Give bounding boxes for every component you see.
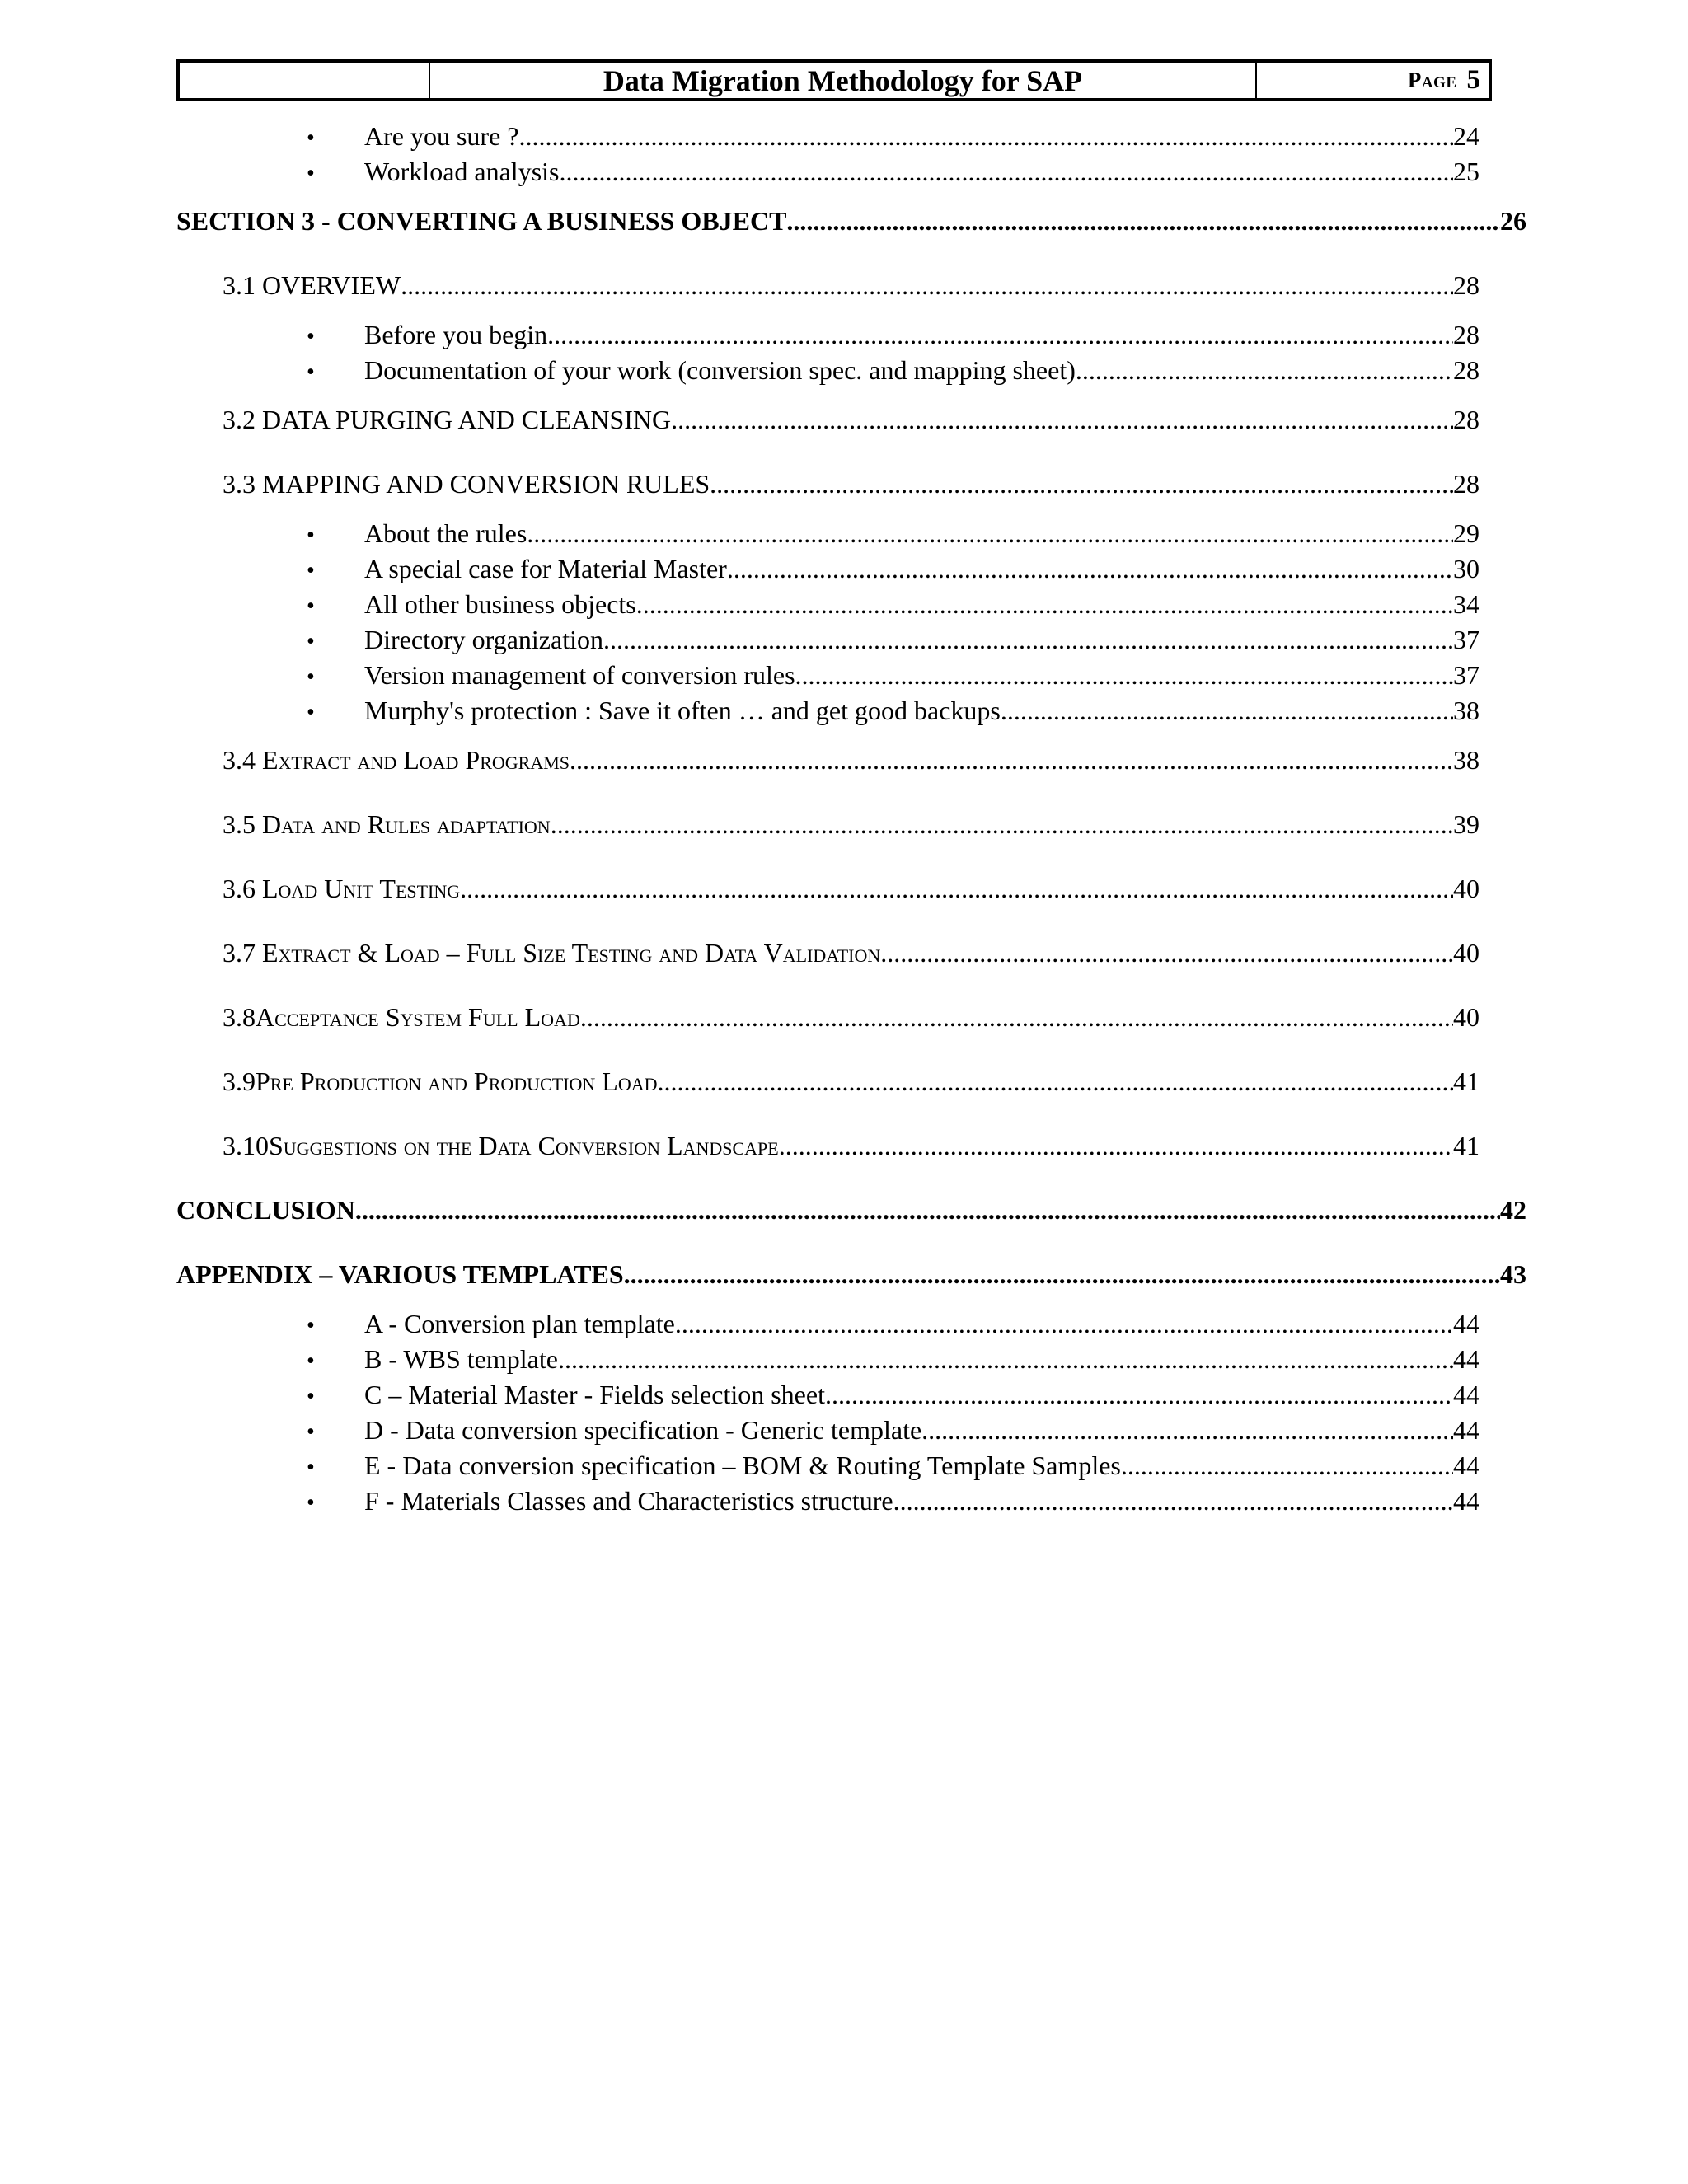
bullet-icon: • xyxy=(307,593,315,619)
toc-entry-special-case[interactable]: • A special case for Material Master ..... 30 xyxy=(307,552,1479,585)
header-left-cell xyxy=(180,63,430,98)
bullet-icon: • xyxy=(307,1348,315,1374)
page-header xyxy=(176,59,1492,101)
toc-entry-appendix-b[interactable]: • B - WBS template ..... 44 xyxy=(307,1343,1479,1376)
bullet-icon: • xyxy=(307,1490,315,1516)
toc-entry-appendix-e[interactable]: • E - Data conversion specification – BOM & Routing Template Samples ..... 44 xyxy=(307,1449,1479,1482)
toc-entry-3-8[interactable]: 3.8Acceptance System Full Load ..... 40 xyxy=(223,1001,1479,1033)
bullet-icon: • xyxy=(307,359,315,385)
toc-entry-documentation[interactable]: • Documentation of your work (conversion spec. and mapping sheet) ..... 28 xyxy=(307,354,1479,387)
bullet-icon: • xyxy=(307,664,315,690)
bullet-icon: • xyxy=(307,125,315,151)
toc-entry-appendix-c[interactable]: • C – Material Master - Fields selection sheet ..... 44 xyxy=(307,1378,1479,1411)
bullet-icon: • xyxy=(307,1384,315,1409)
toc-entry-appendix-a[interactable]: • A - Conversion plan template ..... 44 xyxy=(307,1307,1479,1340)
toc-entry-other-objects[interactable]: • All other business objects ..... 34 xyxy=(307,588,1479,621)
toc-entry-appendix-d[interactable]: • D - Data conversion specification - Generic template ..... 44 xyxy=(307,1413,1479,1446)
page-label: Page xyxy=(1407,68,1457,92)
toc-entry-workload-analysis[interactable]: • Workload analysis ..... 25 xyxy=(307,155,1479,188)
bullet-icon: • xyxy=(307,1419,315,1445)
document-title: Data Migration Methodology for SAP xyxy=(430,63,1257,98)
page-indicator xyxy=(1257,63,1489,98)
toc-entry-are-you-sure[interactable]: • Are you sure ? ..... 24 xyxy=(307,120,1479,152)
toc-entry-about-the-rules[interactable]: • About the rules ..... 29 xyxy=(307,517,1479,550)
toc-entry-before-you-begin[interactable]: • Before you begin ..... 28 xyxy=(307,318,1479,351)
toc-entry-3-10[interactable]: 3.10Suggestions on the Data Conversion Landscape ..... 41 xyxy=(223,1129,1479,1162)
bullet-icon: • xyxy=(307,1313,315,1338)
toc-entry-3-4[interactable]: 3.4 Extract and Load Programs ..... 38 xyxy=(223,743,1479,776)
toc-entry-version-management[interactable]: • Version management of conversion rules ..... 37 xyxy=(307,658,1479,691)
toc-entry-3-6[interactable]: 3.6 Load Unit Testing ..... 40 xyxy=(223,872,1479,905)
toc-entry-3-5[interactable]: 3.5 Data and Rules adaptation ..... 39 xyxy=(223,808,1479,841)
toc-appendix[interactable]: APPENDIX – VARIOUS TEMPLATES ..... 43 xyxy=(176,1258,1526,1291)
bullet-icon: • xyxy=(307,1455,315,1480)
bullet-icon: • xyxy=(307,324,315,349)
toc-entry-directory[interactable]: • Directory organization ..... 37 xyxy=(307,623,1479,656)
toc-conclusion[interactable]: CONCLUSION ..... 42 xyxy=(176,1193,1526,1226)
toc-entry-3-9[interactable]: 3.9Pre Production and Production Load ..... 41 xyxy=(223,1065,1479,1098)
toc-entry-3-1[interactable]: 3.1 OVERVIEW ..... 28 xyxy=(223,269,1479,302)
page-number: 5 xyxy=(1466,65,1480,95)
toc-entry-3-2[interactable]: 3.2 DATA PURGING AND CLEANSING ..... 28 xyxy=(223,403,1479,436)
toc-entry-3-7[interactable]: 3.7 Extract & Load – Full Size Testing and Data Validation ..... 40 xyxy=(223,936,1479,969)
bullet-icon: • xyxy=(307,558,315,583)
toc-entry-3-3[interactable]: 3.3 MAPPING AND CONVERSION RULES ..... 28 xyxy=(223,467,1479,500)
toc-section-3[interactable]: SECTION 3 - CONVERTING A BUSINESS OBJECT ..... 26 xyxy=(176,204,1526,237)
bullet-icon: • xyxy=(307,161,315,186)
bullet-icon: • xyxy=(307,700,315,725)
toc-entry-murphy[interactable]: • Murphy's protection : Save it often … and get good backups ..... 38 xyxy=(307,694,1479,727)
bullet-icon: • xyxy=(307,629,315,654)
bullet-icon: • xyxy=(307,523,315,548)
toc-entry-appendix-f[interactable]: • F - Materials Classes and Characteristics structure ..... 44 xyxy=(307,1484,1479,1517)
